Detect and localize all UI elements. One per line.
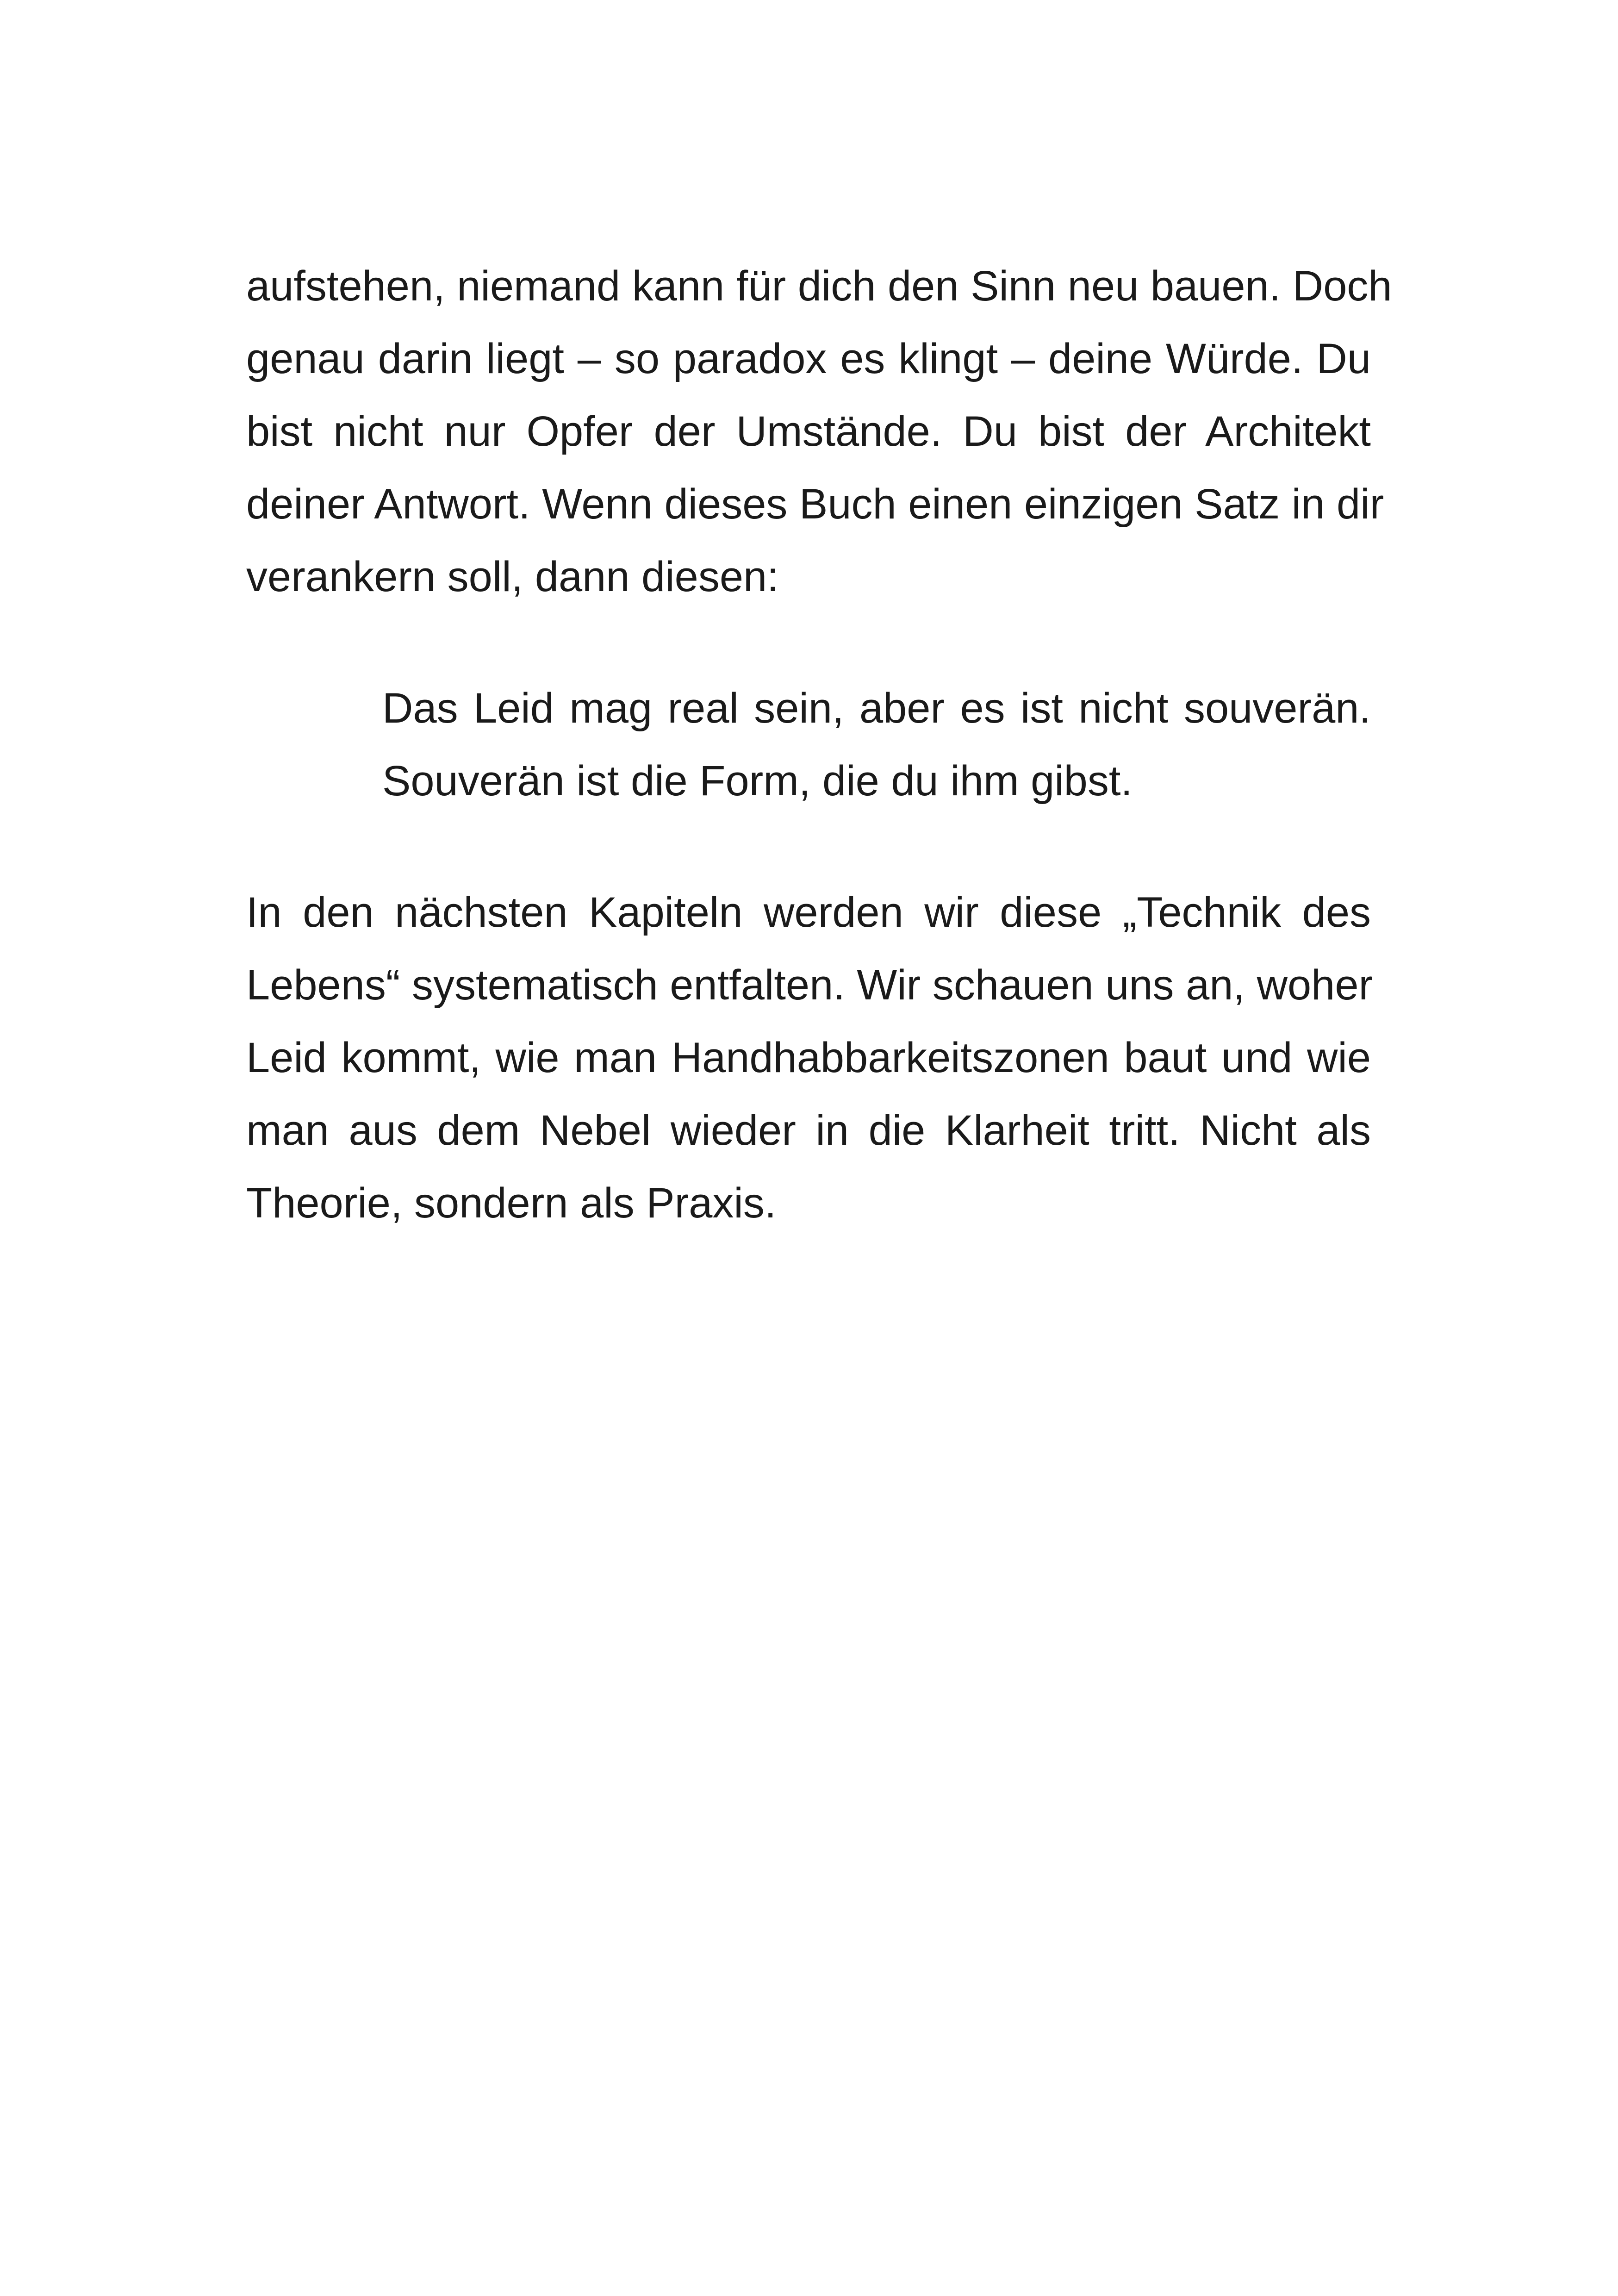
paragraph-line: Theorie, sondern als Praxis. xyxy=(246,1179,777,1227)
paragraph-line: bist nicht nur Opfer der Umstände. Du bist der Architekt xyxy=(246,408,1371,455)
quote-line: Souverän ist die Form, die du ihm gibst. xyxy=(382,757,1133,805)
paragraph-line: genau darin liegt – so paradox es klingt – deine Würde. Du xyxy=(246,335,1371,382)
paragraph-1 xyxy=(246,250,1392,613)
paragraph-line: man aus dem Nebel wieder in die Klarheit tritt. Nicht als xyxy=(246,1107,1371,1154)
paragraph-2 xyxy=(246,876,1371,1240)
text-column xyxy=(246,250,1392,1240)
quote-line: Das Leid mag real sein, aber es ist nicht souverän. xyxy=(382,685,1371,732)
paragraph-spacing xyxy=(246,817,1371,876)
block-quote xyxy=(382,672,1371,817)
paragraph-line: Lebens“ systematisch entfalten. Wir schauen uns an, woher xyxy=(246,961,1373,1009)
paragraph-spacing xyxy=(246,613,1371,672)
paragraph-line: deiner Antwort. Wenn dieses Buch einen einzigen Satz in dir xyxy=(246,480,1384,528)
paragraph-line: aufstehen, niemand kann für dich den Sinn neu bauen. Doch xyxy=(246,262,1392,310)
paragraph-line: In den nächsten Kapiteln werden wir diese „Technik des xyxy=(246,889,1371,936)
paragraph-line: verankern soll, dann diesen: xyxy=(246,553,779,600)
paragraph-line: Leid kommt, wie man Handhabbarkeitszonen baut und wie xyxy=(246,1034,1371,1081)
